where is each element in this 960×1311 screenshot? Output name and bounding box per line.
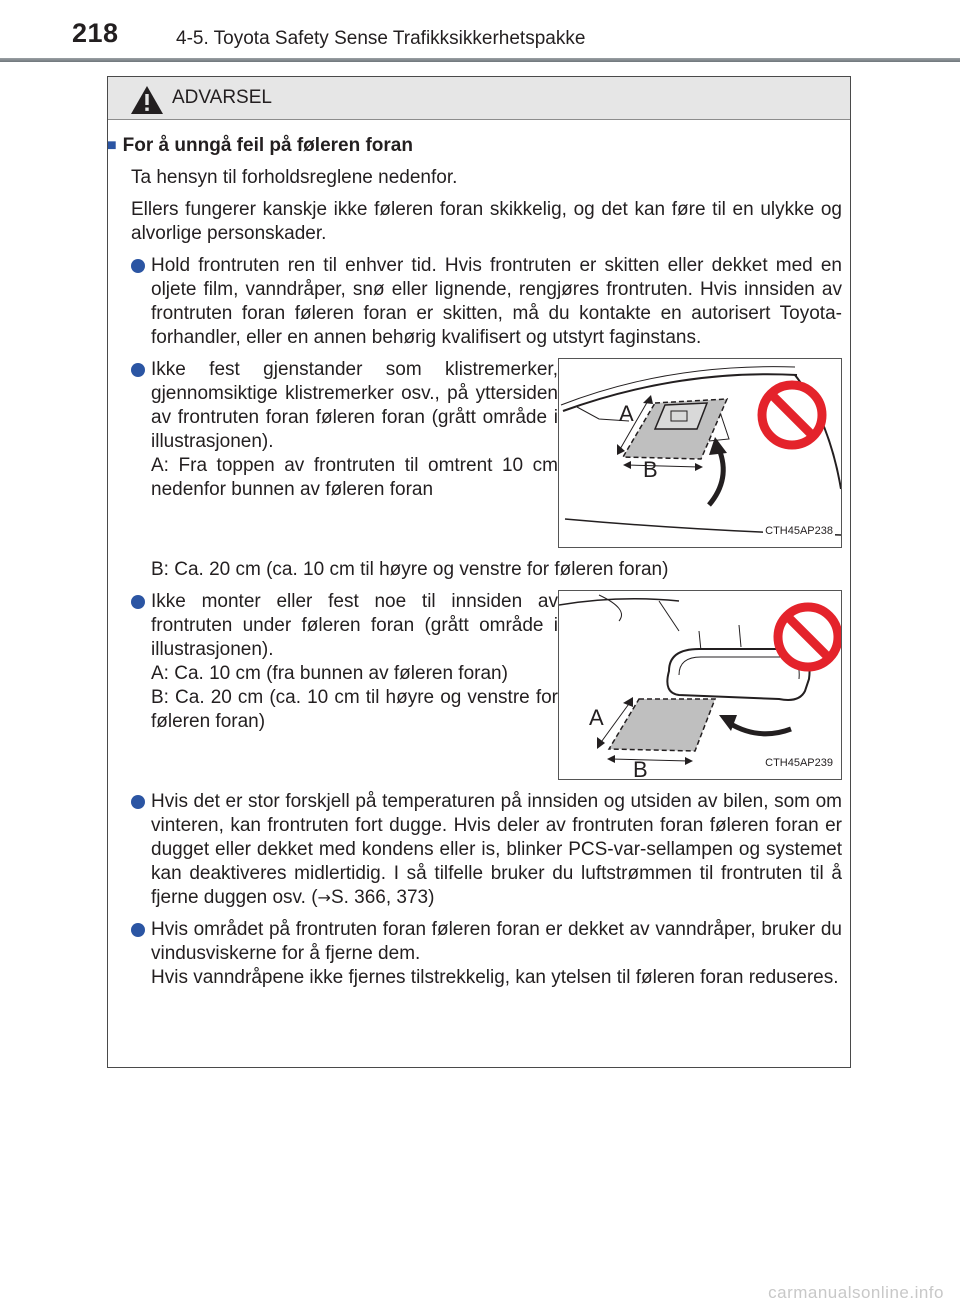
bullet-note-a: A: Fra toppen av frontruten til omtrent 10 cm nedenfor bunnen av føleren foran (151, 455, 558, 500)
bullet-item (107, 358, 558, 502)
page-reference: S. 366, 373) (330, 887, 435, 908)
bullet-text: Hvis området på frontruten foran føleren foran er dekket av vanndråper, bruker du vindusviskerne for å fjerne dem. (151, 919, 842, 964)
intro-paragraph-1: Ta hensyn til forholdsreglene nedenfor. (131, 167, 458, 188)
figure-label-b: B (633, 757, 648, 779)
bullet-item (107, 590, 558, 734)
page-number: 218 (72, 18, 119, 48)
bullet-note-a: A: Ca. 10 cm (fra bunnen av føleren foran) (151, 663, 508, 684)
warning-content (107, 134, 842, 998)
bullet-note-b: B: Ca. 20 cm (ca. 10 cm til høyre og venstre for føleren foran) (151, 687, 558, 732)
bullet-dot-icon (131, 795, 145, 809)
prohibition-icon (762, 385, 822, 445)
figure-label-b: B (643, 457, 658, 482)
figure-label-a: A (589, 705, 604, 730)
bullet-dot-icon (131, 259, 145, 273)
bullet-text: Hold frontruten ren til enhver tid. Hvis frontruten er skitten eller dekket med en oljete film, vanndråper, snø eller lignende, rengjøres frontruten. Hvis innsiden av frontruten foran føleren foran er skitten, må du kontakte en autorisert Toyota-forhandler, eller en annen behørig kvalifisert og utstyrt faginstans. (151, 255, 842, 348)
section-title: 4-5. Toyota Safety Sense Trafikksikkerhetspakke (176, 28, 586, 49)
figure-id: CTH45AP238 (763, 519, 835, 543)
warning-title-row (107, 134, 842, 159)
bullet-item (107, 918, 842, 990)
prohibition-icon (778, 607, 838, 667)
bullet-text: Ikke monter eller fest noe til innsiden av frontruten under føleren foran (grått område i illustrasjonen). (151, 591, 558, 660)
figure-label-a: A (619, 401, 634, 426)
bullet-text: Ikke fest gjenstander som klistremerker, gjennomsiktige klistremerker osv., på yttersiden av frontruten foran føleren foran (grått område i illustrasjonen). (151, 359, 558, 452)
bullet-item (107, 790, 842, 910)
bullet-note-b: B: Ca. 20 cm (ca. 10 cm til høyre og venstre for føleren foran) (151, 559, 669, 580)
watermark: carmanualsonline.info (768, 1283, 944, 1302)
square-bullet-icon: ■ (107, 137, 117, 154)
figure-id: CTH45AP239 (763, 751, 835, 775)
header-rule (0, 58, 960, 62)
figure-outer-windshield (558, 358, 842, 548)
page-header (0, 0, 960, 62)
warning-triangle-icon (130, 85, 164, 115)
figure-inner-windshield (558, 590, 842, 780)
bullet-text: Hvis det er stor forskjell på temperaturen på innsiden og utsiden av bilen, som om vinteren, kan frontruten fort dugge. Hvis deler av frontruten foran føleren foran er dugget eller dekket med kondens eller is, blinker PCS-var-sellampen og systemet kan deaktiveres midlertidig. I så tilfelle bruker du luftstrømmen til frontruten til å fjerne duggen osv. ( (151, 791, 842, 908)
warning-header (108, 77, 850, 120)
bullet-row-with-figure-2 (107, 590, 842, 780)
warning-title: For å unngå feil på føleren foran (122, 135, 413, 156)
bullet-dot-icon (131, 923, 145, 937)
intro-paragraph-2: Ellers fungerer kanskje ikke føleren foran skikkelig, og det kan føre til en ulykke og alvorlige personskader. (131, 199, 842, 244)
bullet-text-continued: Hvis vanndråpene ikke fjernes tilstrekkelig, kan ytelsen til føleren foran reduseres. (151, 967, 839, 988)
warning-label: ADVARSEL (172, 87, 272, 108)
bullet-row-with-figure-1 (107, 358, 842, 548)
bullet-dot-icon (131, 595, 145, 609)
bullet-item (107, 254, 842, 350)
reference-arrow-icon: → (317, 888, 331, 907)
bullet-dot-icon (131, 363, 145, 377)
